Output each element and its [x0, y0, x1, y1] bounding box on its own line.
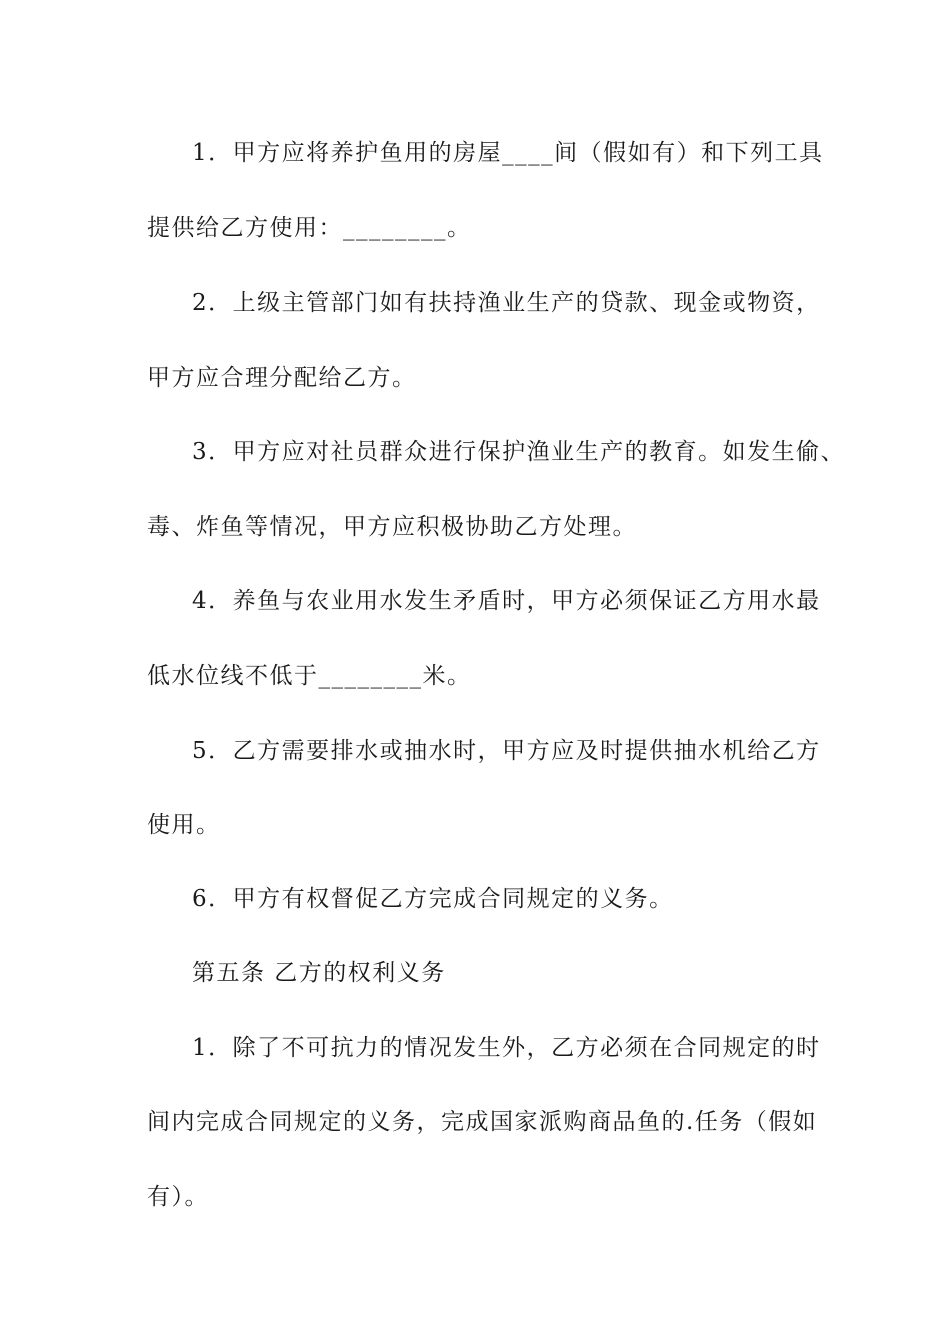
paragraph-line: 有）。: [147, 1184, 209, 1210]
paragraph-line: 1．甲方应将养护鱼用的房屋____间（假如有）和下列工具: [192, 140, 824, 166]
paragraph-line: 甲方应合理分配给乙方。: [147, 365, 417, 391]
paragraph-line: 毒、炸鱼等情况，甲方应积极协助乙方处理。: [147, 514, 637, 540]
paragraph-line: 5．乙方需要排水或抽水时，甲方应及时提供抽水机给乙方: [192, 738, 821, 764]
paragraph-line: 2．上级主管部门如有扶持渔业生产的贷款、现金或物资，: [192, 290, 821, 316]
paragraph-line: 使用。: [147, 812, 221, 838]
paragraph-line: 间内完成合同规定的义务，完成国家派购商品鱼的.任务（假如: [147, 1109, 818, 1135]
paragraph-line: 6．甲方有权督促乙方完成合同规定的义务。: [192, 886, 674, 912]
paragraph-line: 低水位线不低于________米。: [147, 663, 472, 689]
paragraph-line: 4．养鱼与农业用水发生矛盾时，甲方必须保证乙方用水最: [192, 588, 821, 614]
paragraph-line: 3．甲方应对社员群众进行保护渔业生产的教育。如发生偷、: [192, 439, 846, 465]
paragraph-line: 提供给乙方使用：________。: [147, 215, 472, 241]
paragraph-line: 1．除了不可抗力的情况发生外，乙方必须在合同规定的时: [192, 1035, 821, 1061]
section-heading: 第五条 乙方的权利义务: [192, 960, 446, 986]
